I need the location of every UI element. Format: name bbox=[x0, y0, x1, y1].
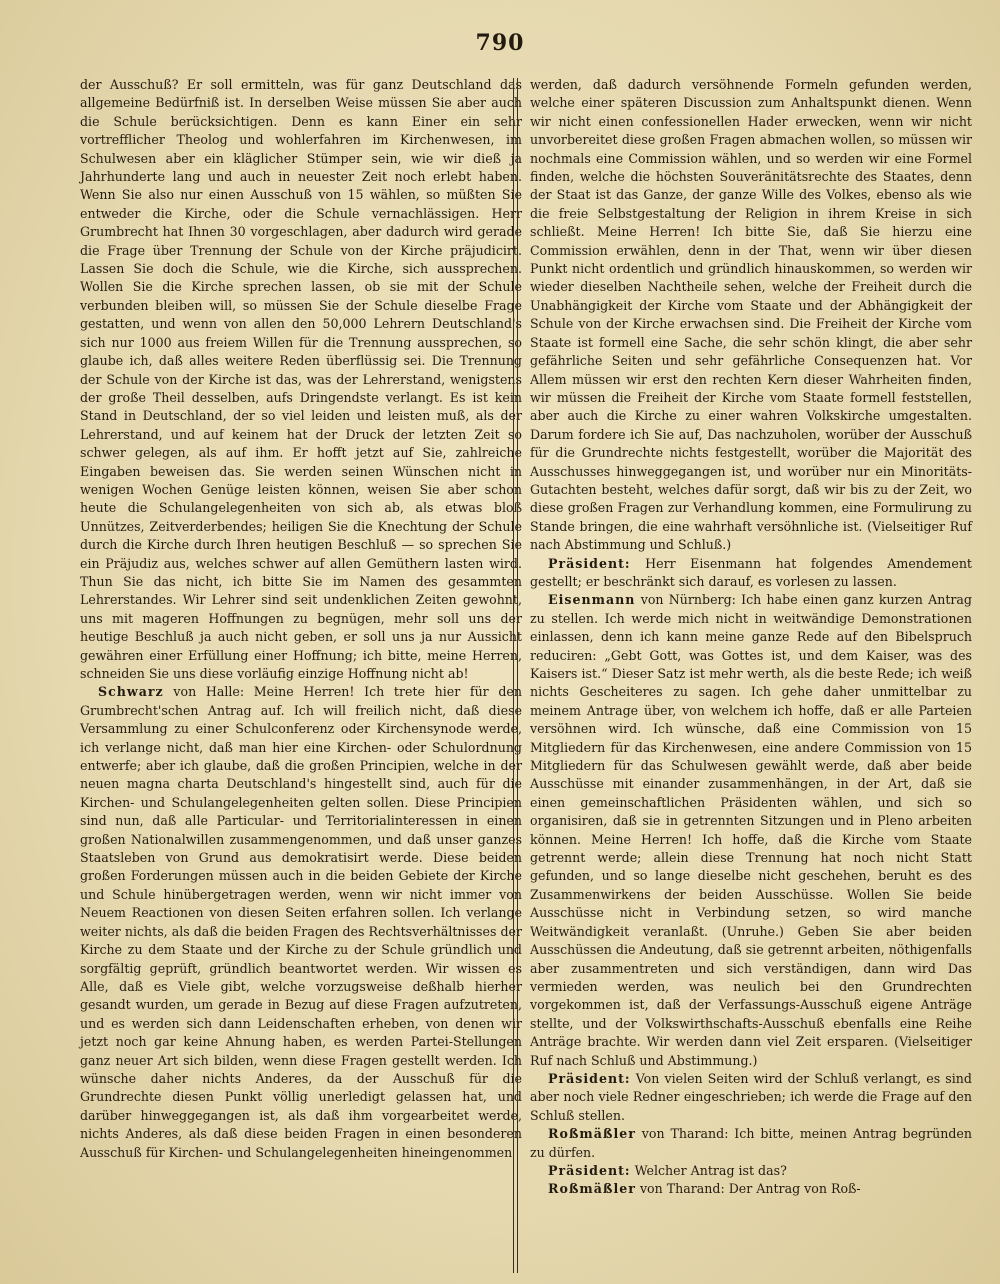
paragraph bbox=[530, 1162, 972, 1180]
paragraph-text: von Tharand: Ich bitte, meinen Antrag begründen zu dürfen. bbox=[530, 1126, 972, 1160]
paragraph bbox=[530, 1070, 972, 1125]
right-column bbox=[530, 76, 972, 1199]
paragraph bbox=[530, 1180, 972, 1198]
speaker-name: Präsident: bbox=[548, 555, 631, 571]
paragraph bbox=[530, 1125, 972, 1162]
paragraph bbox=[80, 76, 522, 683]
paragraph bbox=[80, 683, 522, 1162]
paragraph bbox=[530, 76, 972, 555]
speaker-name: Präsident: bbox=[548, 1070, 631, 1086]
column-divider bbox=[513, 78, 518, 1273]
paragraph-text: von Tharand: Der Antrag von Roß- bbox=[639, 1181, 861, 1197]
paragraph bbox=[530, 591, 972, 1070]
paragraph-text: von Nürnberg: Ich habe einen ganz kurzen Antrag zu stellen. Ich werde mich nicht in weitwändige Demonstrationen einlassen, denn ich kann meine ganze Rede auf den Bibelspruch reduciren: „Gebt Gott, was Gottes ist, und dem Kaiser, was des Kaisers ist.“ Dieser Satz ist mehr werth, als die beste Rede; ich weiß nichts Gescheiteres zu sagen. Ich gehe daher unmittelbar zu meinem Antrage über, von welchem ich hoffe, daß er alle Parteien versöhnen wird. Ich wünsche, daß eine Commission von 15 Mitgliedern für das Kirchenwesen, eine andere Commission von 15 Mitgliedern für das Schulwesen gewählt werde, daß aber beide Ausschüsse mit einander zusammenhängen, in der Art, daß sie einen gemeinschaftlichen Präsidenten wählen, und sich so organisiren, daß sie in getrennten Sitzungen und in Pleno arbeiten können. Meine Herren! Ich hoffe, daß die Kirche vom Staate getrennt werde; allein diese Trennung hat noch nicht Statt gefunden, und so lange dieselbe nicht geschehen, beruht es des Zusammenwirkens der beiden Ausschüsse. Wollen Sie beide Ausschüsse nicht in Verbindung setzen, so wird manche Weitwändigkeit veranlaßt. (Unruhe.) Geben Sie aber beiden Ausschüssen die Andeutung, daß sie getrennt arbeiten, nöthigenfalls aber zusammentreten und sich verständigen, dann wird Das vermieden werden, was neulich bei den Grundrechten vorgekommen ist, daß der Verfassungs-Ausschuß eigene Anträge stellte, und der Volkswirthschafts-Ausschuß ebenfalls eine Reihe Anträge brachte. Wir werden dann viel Zeit ersparen. (Vielseitiger Ruf nach Schluß und Abstimmung.) bbox=[530, 592, 972, 1068]
speaker-name: Roßmäßler bbox=[548, 1181, 636, 1197]
paragraph bbox=[530, 555, 972, 592]
paragraph-text: Herr Eisenmann hat folgendes Amendement gestellt; er beschränkt sich darauf, es vorlesen zu lassen. bbox=[530, 555, 972, 589]
speaker-name: Eisenmann bbox=[548, 592, 636, 608]
paragraph-text: von Halle: Meine Herren! Ich trete hier für den Grumbrecht'schen Antrag auf. Ich will freilich nicht, daß diese Versammlung zu einer Schulconferenz oder Kirchensynode werde, ich verlange nicht, daß man hier eine Kirchen- oder Schulordnung entwerfe; aber ich glaube, daß die großen Principien, welche in der neuen magna charta Deutschland's hingestellt sind, auch für die Kirchen- und Schulangelegenheiten gelten sollen. Diese Principien sind nun, daß alle Particular- und Territorialinteressen in einen großen Nationalwillen zusammengenommen, und daß unser ganzes Staatsleben von Grund aus demokratisirt werde. Diese beiden großen Forderungen müssen auch in die beiden Gebiete der Kirche und Schule hinübergetragen werden, wenn wir nicht immer von Neuem Reactionen von diesen Seiten erfahren sollen. Ich verlange weiter nichts, als daß die beiden Fragen des Rechtsverhältnisses der Kirche zu dem Staate und der Kirche zu der Schule gründlich und sorgfältig geprüft, gründlich beantwortet werden. Wir wissen es Alle, daß es Viele gibt, welche vorzugsweise deßhalb hierher gesandt wurden, um gerade in Bezug auf diese Fragen aufzutreten, und es werden sich dann Leidenschaften erheben, von denen wir jetzt noch gar keine Ahnung haben, es werden Partei-Stellungen ganz neuer Art sich bilden, wenn diese Fragen gestellt werden. Ich wünsche daher nichts Anderes, da der Ausschuß für die Grundrechte diesen Punkt völlig unerledigt gelassen hat, und darüber hinweggegangen ist, als daß ihm vorgearbeitet werde, nichts Anderes, als daß diese beiden Fragen in einen besonderen Ausschuß für Kirchen- und Schulangelegenheiten hineingenommen bbox=[80, 684, 522, 1160]
speaker-name: Schwarz bbox=[98, 684, 164, 700]
paragraph-text: Welcher Antrag ist das? bbox=[634, 1162, 787, 1178]
speaker-name: Präsident: bbox=[548, 1162, 631, 1178]
paragraph-text: der Ausschuß? Er soll ermitteln, was für ganz Deutschland das allgemeine Bedürfniß ist. In derselben Weise müssen Sie aber auch die Schule berücksichtigen. Denn es kann Einer ein sehr vortrefflicher Theolog und wohlerfahren im Kirchenwesen, im Schulwesen aber ein kläglicher Stümper sein, wie wir dieß ja Jahrhunderte lang und auch in neuester Zeit noch erlebt haben. Wenn Sie also nur einen Ausschuß von 15 wählen, so müßten Sie entweder die Kirche, oder die Schule vernachlässigen. Herr Grumbrecht hat Ihnen 30 vorgeschlagen, aber dadurch wird gerade die Frage über Trennung der Schule von der Kirche präjudicirt. Lassen Sie doch die Schule, wie die Kirche, sich aussprechen. Wollen Sie die Kirche sprechen lassen, ob sie mit der Schule verbunden bleiben will, so müssen Sie der Schule dieselbe Frage gestatten, und wenn von allen den 50,000 Lehrern Deutschland's sich nur 1000 aus freiem Willen für die Trennung aussprechen, so glaube ich, daß alles weitere Reden überflüssig sei. Die Trennung der Schule von der Kirche ist das, was der Lehrerstand, wenigstens der große Theil desselben, aufs Dringendste verlangt. Es ist kein Stand in Deutschland, der so viel leiden und leisten muß, als der Lehrerstand, und auf keinem hat der Druck der letzten Zeit so schwer gelegen, als auf ihm. Er hofft jetzt auf Sie, zahlreiche Eingaben beweisen das. Sie werden seinen Wünschen nicht in wenigen Wochen Genüge leisten können, weisen Sie aber schon heute die Schulangelegenheiten von sich ab, als etwas bloß Unnützes, Zeitverderbendes; heiligen Sie die Knechtung der Schule durch die Kirche durch Ihren heutigen Beschluß — so sprechen Sie ein Präjudiz aus, welches schwer auf allen Gemüthern lasten wird. Thun Sie das nicht, ich bitte Sie im Namen des gesammten Lehrerstandes. Wir Lehrer sind seit undenklichen Zeiten gewohnt, uns mit mageren Hoffnungen zu begnügen, mehr soll uns der heutige Beschluß ja auch nicht geben, er soll uns ja nur Aussicht gewähren einer Erfüllung einer Hoffnung; ich bitte, meine Herren, schneiden Sie uns diese vorläufig einzige Hoffnung nicht ab! bbox=[80, 77, 522, 681]
paragraph-text: Von vielen Seiten wird der Schluß verlangt, es sind aber noch viele Redner eingeschrieben; ich werde die Frage auf den Schluß stellen. bbox=[530, 1070, 972, 1123]
left-column bbox=[80, 76, 522, 1162]
page-number: 790 bbox=[475, 30, 525, 56]
speaker-name: Roßmäßler bbox=[548, 1126, 636, 1142]
paragraph-text: werden, daß dadurch versöhnende Formeln gefunden werden, welche einer späteren Discussion zum Anhaltspunkt dienen. Wenn wir nicht einen confessionellen Hader erwecken, wenn wir nicht unvorbereitet diese großen Fragen abmachen wollen, so müssen wir nochmals eine Commission wählen, und so werden wir eine Formel finden, welche die höchsten Souveränitätsrechte des Staates, denn der Staat ist das Ganze, der ganze Wille des Volkes, ebenso als wie die freie Selbstgestaltung der Religion in ihrem Kreise in sich schließt. Meine Herren! Ich bitte Sie, daß Sie hierzu eine Commission erwählen, denn in der That, wenn wir über diesen Punkt nicht ordentlich und gründlich hinauskommen, so werden wir wieder dieselben Nachtheile sehen, welche der Freiheit durch die Unabhängigkeit der Kirche vom Staate und der Abhängigkeit der Schule von der Kirche erwachsen sind. Die Freiheit der Kirche vom Staate ist formell eine Sache, die sehr schön klingt, die aber sehr gefährliche Seiten und sehr gefährliche Consequenzen hat. Vor Allem müssen wir erst den rechten Kern dieser Wahrheiten finden, wir müssen die Freiheit der Kirche vom Staate formell feststellen, aber auch die Kirche zu einer wahren Volkskirche umgestalten. Darum fordere ich Sie auf, Das nachzuholen, worüber der Ausschuß für die Grundrechte nichts festgestellt, worüber die Majorität des Ausschusses hinweggegangen ist, und worüber nur ein Minoritäts-Gutachten besteht, welches dafür sorgt, daß wir bis zu der Zeit, wo diese großen Fragen zur Verhandlung kommen, eine Formulirung zu Stande bringen, die eine wahrhaft versöhnliche ist. (Vielseitiger Ruf nach Abstimmung und Schluß.) bbox=[530, 77, 972, 553]
